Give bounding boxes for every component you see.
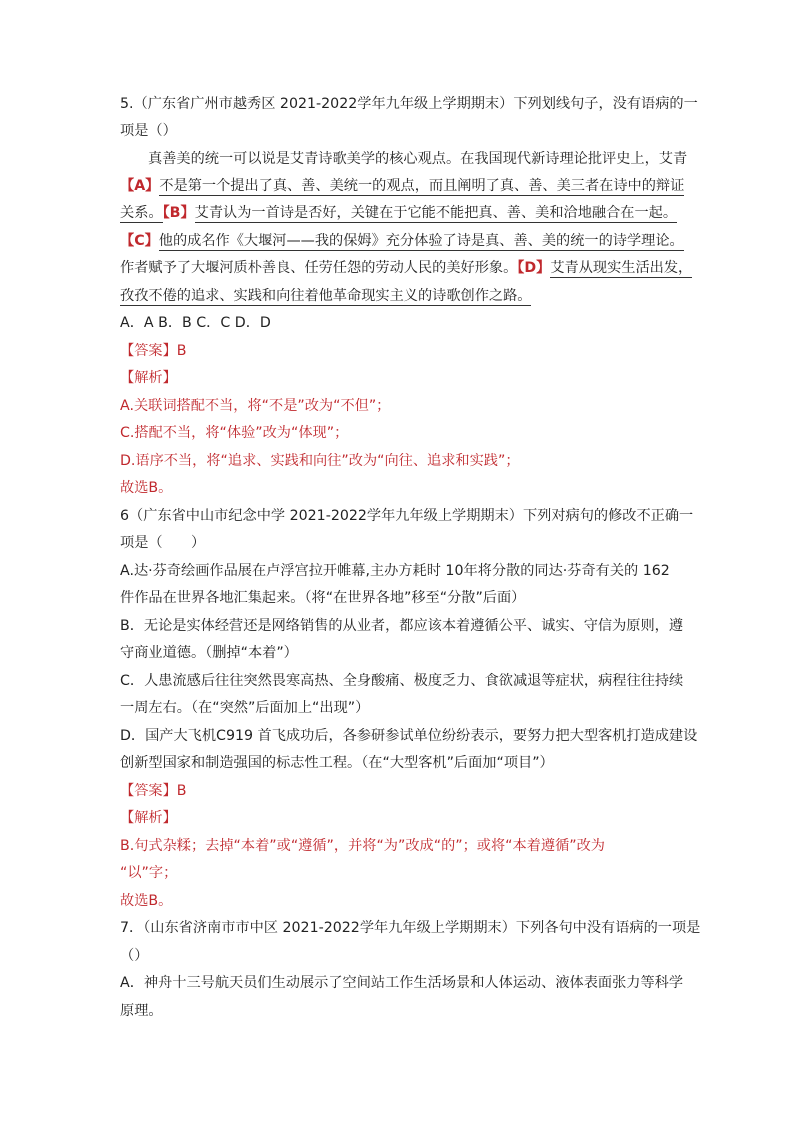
sentence-a: 不是第一个提出了真、善、美统一的观点，而且阐明了真、善、美三者在诗中的辩证 (159, 178, 685, 194)
q6-option-d-line-2: 创新型国家和制造强国的标志性工程。（在“大型客机”后面加“项目”） (120, 755, 554, 771)
q5-stem-line-1: 5.（广东省广州市越秀区 2021-2022学年九年级上学期期末）下列划线句子，没有语病的一 (120, 96, 698, 112)
q6-conclusion: 故选B。 (120, 893, 173, 909)
q5-passage-line-2 (120, 176, 684, 196)
sentence-c: 他的成名作《大堰河——我的保姆》充分体验了诗是真、善、美的统一的诗学理论。 (158, 233, 684, 249)
q5-conclusion: 故选B。 (120, 480, 173, 496)
passage-text: 作者赋予了大堰河质朴善良、任劳任怨的劳动人民的美好形象。 (120, 260, 518, 276)
sentence-a-end: 关系。 (120, 205, 163, 221)
q5-analysis-1: A.关联词搭配不当，将“不是”改为“不但”； (120, 398, 391, 414)
q6-option-c-line-1: C．人患流感后往往突然畏寒高热、全身酸痛、极度乏力、食欲减退等症状，病程往往持续 (120, 673, 684, 689)
q7-stem-line-1: 7．（山东省济南市市中区 2021-2022学年九年级上学期期末）下列各句中没有语病的一项是 (120, 920, 701, 936)
sentence-d: 艾青从现实生活出发， (550, 260, 693, 276)
q5-analysis-2: C.搭配不当，将“体验”改为“体现”； (120, 425, 349, 441)
q6-analysis-2: “以”字； (120, 865, 178, 881)
tag-b: 【B】 (162, 205, 195, 221)
sentence-d-end: 孜孜不倦的追求、实践和向往着他革命现实主义的诗歌创作之路。 (120, 288, 532, 304)
q5-stem-line-2: 项是（） (120, 123, 177, 139)
tag-c: 【C】 (120, 233, 159, 249)
q5-passage-line-1: 真善美的统一可以说是艾青诗歌美学的核心观点。在我国现代新诗理论批评史上，艾青 (148, 151, 688, 167)
tag-a: 【A】 (120, 178, 160, 194)
q5-answer: 【答案】B (120, 343, 187, 359)
q6-option-d-line-1: D．国产大飞机C919 首飞成功后，各参研参试单位纷纷表示，要努力把大型客机打造成建设 (120, 728, 698, 744)
q6-stem-line-1: 6（广东省中山市纪念中学 2021-2022学年九年级上学期期末）下列对病句的修改不正确一 (120, 508, 694, 524)
q5-passage-line-6 (120, 286, 531, 306)
q5-analysis-3: D.语序不当，将“追求、实践和向往”改为“向往、追求和实践”； (120, 453, 520, 469)
q7-option-a-line-2: 原理。 (120, 1003, 163, 1019)
q6-stem-line-2: 项是（ ） (120, 535, 206, 551)
q6-option-b-line-2: 守商业道德。（删掉“本着”） (120, 645, 298, 661)
q5-options: A．A B．B C．C D．D (120, 315, 271, 331)
q5-passage-line-3 (120, 203, 677, 223)
q6-option-a-line-2: 件作品在世界各地汇集起来。（将“在世界各地”移至“分散”后面） (120, 590, 526, 606)
q6-analysis-title: 【解析】 (120, 810, 177, 826)
sentence-b: 艾青认为一首诗是否好，关键在于它能不能把真、善、美和洽地融合在一起。 (194, 205, 678, 221)
q6-option-a-line-1: A.达·芬奇绘画作品展在卢浮宫拉开帷幕,主办方耗时 10年将分散的同达·芬奇有关的 162 (120, 563, 670, 579)
q7-option-a-line-1: A．神舟十三号航天员们生动展示了空间站工作生活场景和人体运动、液体表面张力等科学 (120, 975, 684, 991)
q6-analysis-1: B.句式杂糅；去掉“本着”或“遵循”，并将“为”改成“的”；或将“本着遵循”改为 (120, 838, 605, 854)
q5-analysis-title: 【解析】 (120, 370, 177, 386)
q5-passage-line-5 (120, 258, 692, 278)
q6-option-b-line-1: B．无论是实体经营还是网络销售的从业者，都应该本着遵循公平、诚实、守信为原则，遵 (120, 618, 684, 634)
q5-passage-line-4 (120, 231, 684, 251)
tag-d: 【D】 (517, 260, 551, 276)
q7-stem-line-2: （） (120, 948, 149, 964)
q6-answer: 【答案】B (120, 783, 187, 799)
q6-option-c-line-2: 一周左右。（在“突然”后面加上“出现”） (120, 700, 370, 716)
